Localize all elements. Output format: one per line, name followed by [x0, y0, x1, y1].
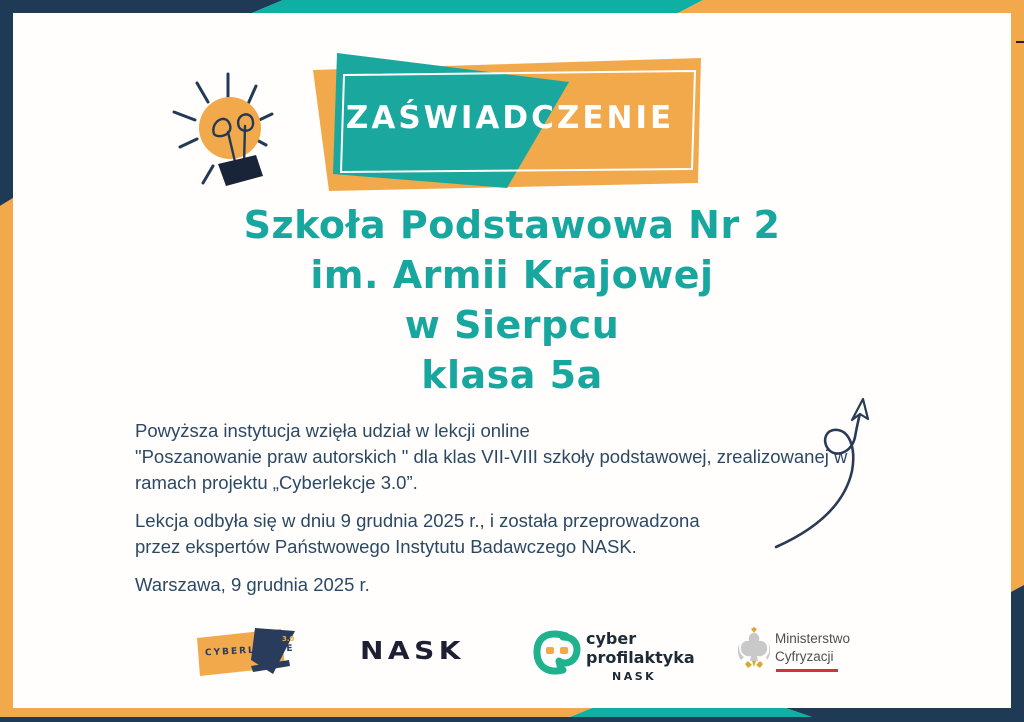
date-line: Warszawa, 9 grudnia 2025 r.	[135, 574, 370, 595]
body-p1-line2: "Poszanowanie praw autorskich " dla klas VII-VIII szkoły podstawowej, zrealizowanej w	[135, 446, 848, 467]
body-p2-line2: przez ekspertów Państwowego Instytutu Badawczego NASK.	[135, 536, 637, 557]
poland-eagle-icon	[738, 627, 770, 671]
cyberprofilaktyka-line2: profilaktyka	[586, 648, 695, 667]
cyberprofilaktyka-wordmark	[586, 629, 695, 667]
school-title-block	[0, 200, 1024, 400]
ministry-line1: Ministerstwo	[775, 631, 851, 646]
body-paragraph-2	[135, 508, 700, 560]
school-name-line2: im. Armii Krajowej	[310, 253, 714, 297]
nask-logo: NASK	[360, 636, 465, 665]
school-city-line: w Sierpcu	[404, 303, 620, 347]
cyberprofilaktyka-icon	[533, 628, 581, 676]
school-class-line: klasa 5a	[421, 353, 603, 397]
ministry-wordmark	[775, 630, 850, 666]
cyberprofilaktyka-line1: cyber	[586, 629, 637, 648]
banner-title: ZAŚWIADCZENIE	[345, 100, 675, 136]
body-p1-line3: ramach projektu „Cyberlekcje 3.0”.	[135, 472, 418, 493]
body-p2-line1: Lekcja odbyła się w dniu 9 grudnia 2025 r., i została przeprowadzona	[135, 510, 700, 531]
school-name-line1: Szkoła Podstawowa Nr 2	[243, 203, 781, 247]
body-paragraph-1	[135, 418, 847, 496]
curved-arrow-doodle	[770, 385, 880, 560]
cyberlekcje-version-label: 3.0	[282, 635, 295, 643]
cyberprofilaktyka-nask-label: NASK	[612, 670, 657, 683]
cyberlekcje-wordmark: CYBERLEKCJE	[204, 643, 295, 659]
lightbulb-icon	[160, 70, 305, 215]
ministry-line2: Cyfryzacji	[775, 649, 834, 664]
ministry-red-underline	[776, 669, 838, 672]
body-p1-line1: Powyższa instytucja wzięła udział w lekcji online	[135, 420, 530, 441]
